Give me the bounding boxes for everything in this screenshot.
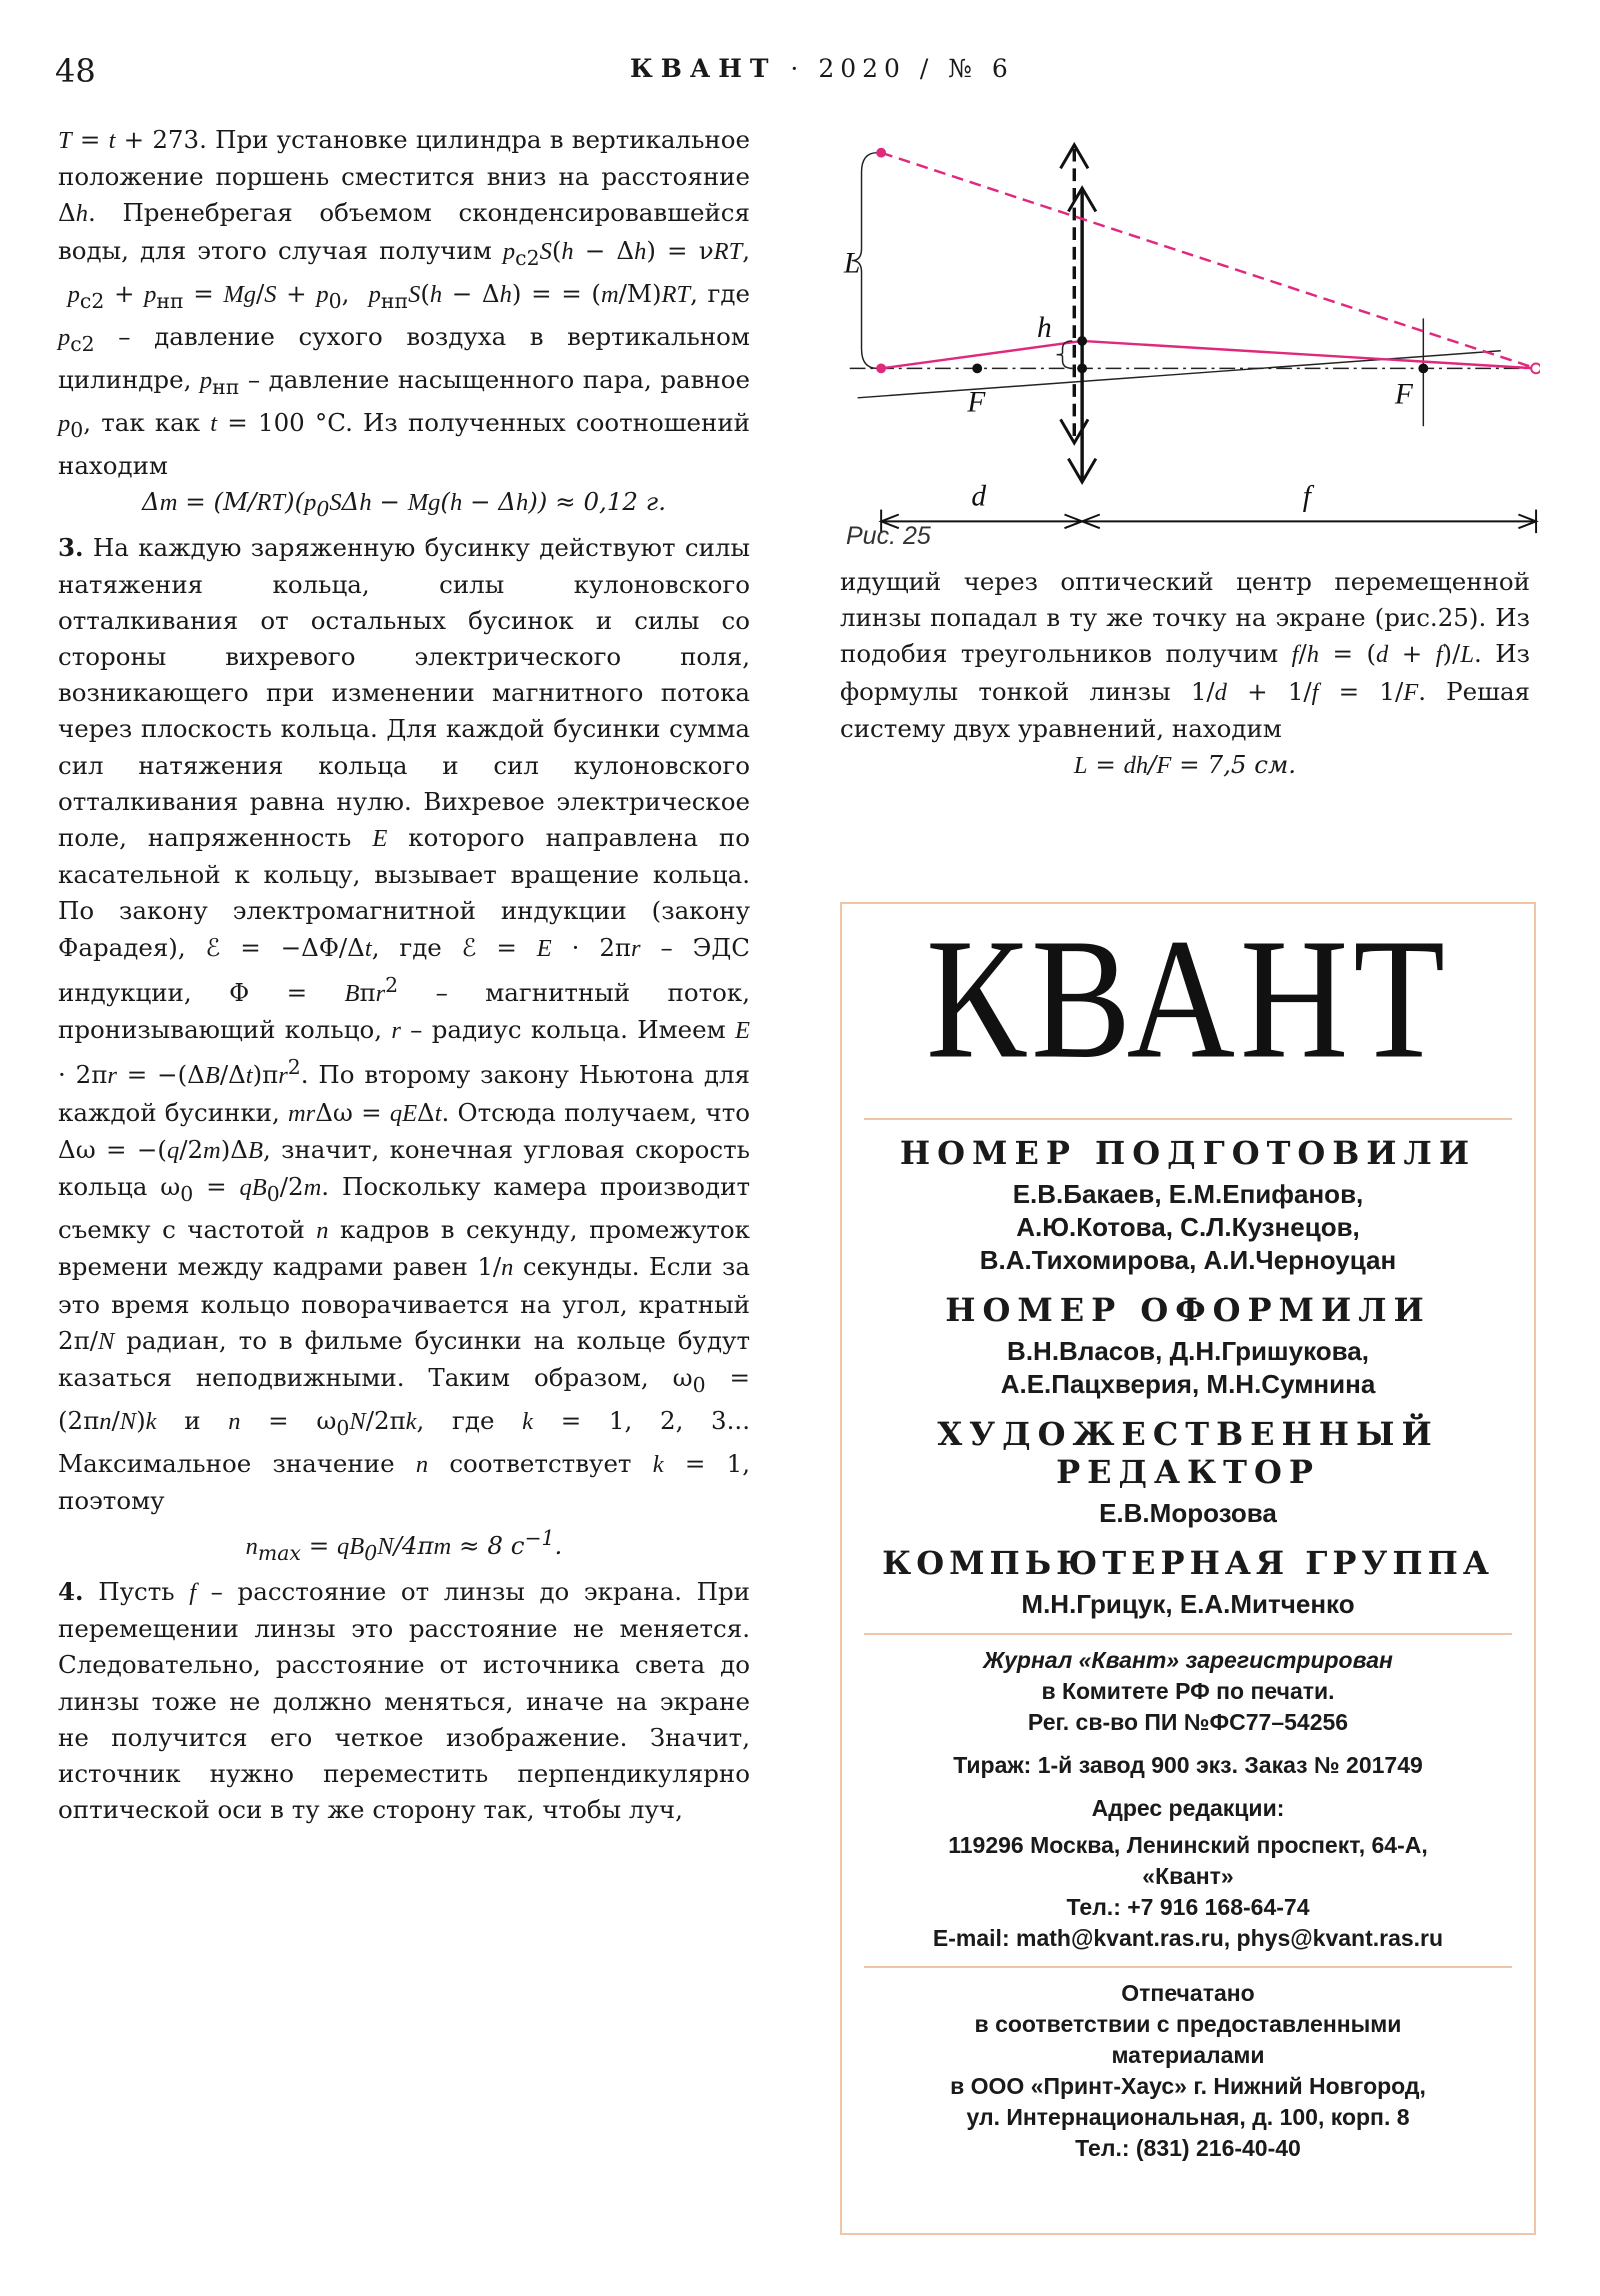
formula: $n_{max} = qB_0N/4\pi m \approx 8$ $с^{-1}$.	[245, 1525, 563, 1565]
heading-line: РЕДАКТОР	[1056, 1453, 1320, 1491]
computer-names: М.Н.Грицук, Е.А.Митченко	[1021, 1589, 1355, 1619]
info-line: 119296 Москва, Ленинский проспект, 64-А,	[948, 1832, 1428, 1858]
info-line: Рег. св-во ПИ №ФС77–54256	[1027, 1709, 1349, 1735]
label-f: f	[1302, 480, 1311, 513]
designed-heading: НОМЕР ОФОРМИЛИ	[945, 1291, 1431, 1329]
info-line: Журнал «Квант» зарегистрирован	[983, 1647, 1393, 1673]
prepared-names	[842, 1178, 1534, 1277]
info-line: материалами	[1111, 2042, 1265, 2068]
name-line: А.Ю.Котова, С.Л.Кузнецов,	[1016, 1212, 1360, 1242]
label-F-right: F	[1394, 378, 1413, 411]
lens-top-point	[1077, 336, 1087, 346]
art-heading	[842, 1415, 1534, 1491]
name-line: Е.В.Бакаев, Е.М.Епифанов,	[1012, 1179, 1364, 1209]
address-info	[842, 1830, 1534, 1954]
paragraph-problem-3: 3. На каждую заряженную бусинку действуют силы натяжения кольца, силы кулоновского отталкивания от остальных бусинок и силы со стороны вихревого электрического поля, возникающего при изменении магнитного потока через плоскость кольца. Для каждой бусинки сумма сил натяжения кольца и сил кулоновского отталкивания равна нулю. Вихревое электрическое поле, напряженность E которого направлена по касательной к кольцу, вызывает вращение кольца. По закону электромагнитной индукции (закону Фарадея), ℰ = −ΔΦ/Δt, где ℰ = E · 2πr – ЭДС индукции, Φ = Bπr$^2$ – магнитный поток, пронизывающий кольцо, r – радиус кольца. Имеем $E \cdot 2\pi r = -(\Delta B/\Delta t)\pi r^2$. По второму закону Ньютона для каждой бусинки, mrΔω = qEΔt. Отсюда получаем, что Δω = −(q/2m)ΔB, значит, конечная угловая скорость кольца $\omega_0 = qB_0/2m$. Поскольку камера производит съемку с частотой n кадров в секунду, промежуток времени между кадрами равен 1/n секунды. Если за это время кольцо поворачивается на угол, кратный 2π/N радиан, то в фильме бусинки на кольце будут казаться неподвижными. Таким образом, $\omega_0 = (2\pi n/N)k$ и $n = \omega_0N/2\pi k$, где k = 1, 2, 3... Максимальное значение n соответствует k = 1, поэтому	[58, 533, 751, 1516]
journal-logo: КВАНТ	[926, 903, 1450, 1095]
label-L: L	[843, 247, 861, 280]
source-top-point	[876, 148, 886, 158]
lens-centre-point	[1077, 363, 1087, 373]
running-head-issue: 2020 / № 6	[818, 54, 1014, 83]
name-line: В.Н.Власов, Д.Н.Гришукова,	[1007, 1336, 1369, 1366]
left-column-text	[58, 122, 750, 1828]
label-F-left: F	[967, 386, 986, 419]
info-line: ул. Интернациональная, д. 100, корп. 8	[966, 2104, 1410, 2130]
info-line: Отпечатано	[1121, 1980, 1255, 2006]
paragraph-problem-4: 4. Пусть f – расстояние от линзы до экрана. При перемещении линзы это расстояние не меняется. Следовательно, расстояние от источника света до линзы тоже не должно меняться, иначе на экране не получится его четкое изображение. Значит, источник нужно переместить перпендикулярно оптической оси в ту же сторону так, чтобы луч,	[58, 1576, 750, 1825]
info-line: «Квант»	[1142, 1863, 1234, 1889]
paragraph: идущий через оптический центр перемещенной линзы попадал в ту же точку на экране (рис.25). Из подобия треугольников получим f/h = (d + f)/L. Из формулы тонкой линзы 1/d + 1/f = 1/F. Решая систему двух уравнений, находим	[840, 567, 1531, 743]
computer-heading: КОМПЬЮТЕРНАЯ ГРУППА	[882, 1544, 1494, 1582]
art-name: Е.В.Морозова	[1099, 1498, 1277, 1528]
label-h: h	[1037, 312, 1052, 345]
info-line: Тел.: (831) 216-40-40	[1075, 2135, 1301, 2161]
email-line: E-mail: math@kvant.ras.ru, phys@kvant.ras.ru	[932, 1925, 1444, 1951]
phone-line: Тел.: +7 916 168-64-74	[1066, 1894, 1310, 1920]
heading-line: ХУДОЖЕСТВЕННЫЙ	[937, 1415, 1439, 1453]
focus-left-point	[972, 363, 982, 373]
page-header	[55, 52, 1555, 96]
paragraph: T = t + 273. При установке цилиндра в вертикальное положение поршень сместится вниз на расстояние Δh. Пренебрегая объемом сконденсировавшейся воды, для этого случая получим $p_{c2}S(h - \Delta h) = \nu RT$, $p_{c2} + p_{нп} = Mg/S + p_0$, $p_{нп}S(h - \Delta h)$ = = (m/М)RT, где $p_{c2}$ – давление сухого воздуха в вертикальном цилиндре, $p_{нп}$ – давление насыщенного пара, равное $p_0$, так как t = 100 °C. Из полученных соотношений находим	[58, 125, 751, 481]
name-line: В.А.Тихомирова, А.И.Черноуцан	[979, 1245, 1397, 1275]
divider	[864, 1118, 1512, 1120]
info-line: в соответствии с предоставленными	[974, 2011, 1402, 2037]
designed-names	[842, 1335, 1534, 1401]
running-head-journal: КВАНТ	[630, 54, 777, 83]
printing-info	[842, 1978, 1534, 2164]
label-d: d	[971, 480, 987, 513]
divider	[864, 1633, 1512, 1635]
ray-dashed	[881, 153, 1536, 369]
image-point	[1531, 363, 1540, 373]
right-column-text	[840, 564, 1530, 784]
formula: $\Delta m = (М/RT)(p_0S\Delta h - Mg(h - \Delta h)) \approx 0,12$ г.	[142, 487, 666, 522]
formula: L = dh/F = 7,5 см.	[1073, 750, 1297, 780]
name-line: А.Е.Пацхверия, М.Н.Сумнина	[1000, 1369, 1376, 1399]
imprint-box	[840, 902, 1536, 2235]
running-head-separator: ·	[790, 54, 805, 83]
prepared-heading: НОМЕР ПОДГОТОВИЛИ	[899, 1134, 1477, 1172]
source-point	[876, 363, 886, 373]
page-number: 48	[55, 52, 96, 90]
figure-caption: Рис. 25	[846, 522, 931, 550]
info-line: в Комитете РФ по печати.	[1041, 1678, 1335, 1704]
lens-ray-diagram	[838, 128, 1540, 548]
info-line: в ООО «Принт-Хаус» г. Нижний Новгород,	[950, 2073, 1426, 2099]
divider	[864, 1966, 1512, 1968]
running-head	[630, 54, 1014, 83]
focus-right-point	[1418, 363, 1428, 373]
address-heading: Адрес редакции:	[1091, 1795, 1285, 1821]
circulation-info: Тираж: 1-й завод 900 экз. Заказ № 201749	[953, 1752, 1423, 1778]
registration-info	[842, 1645, 1534, 1738]
